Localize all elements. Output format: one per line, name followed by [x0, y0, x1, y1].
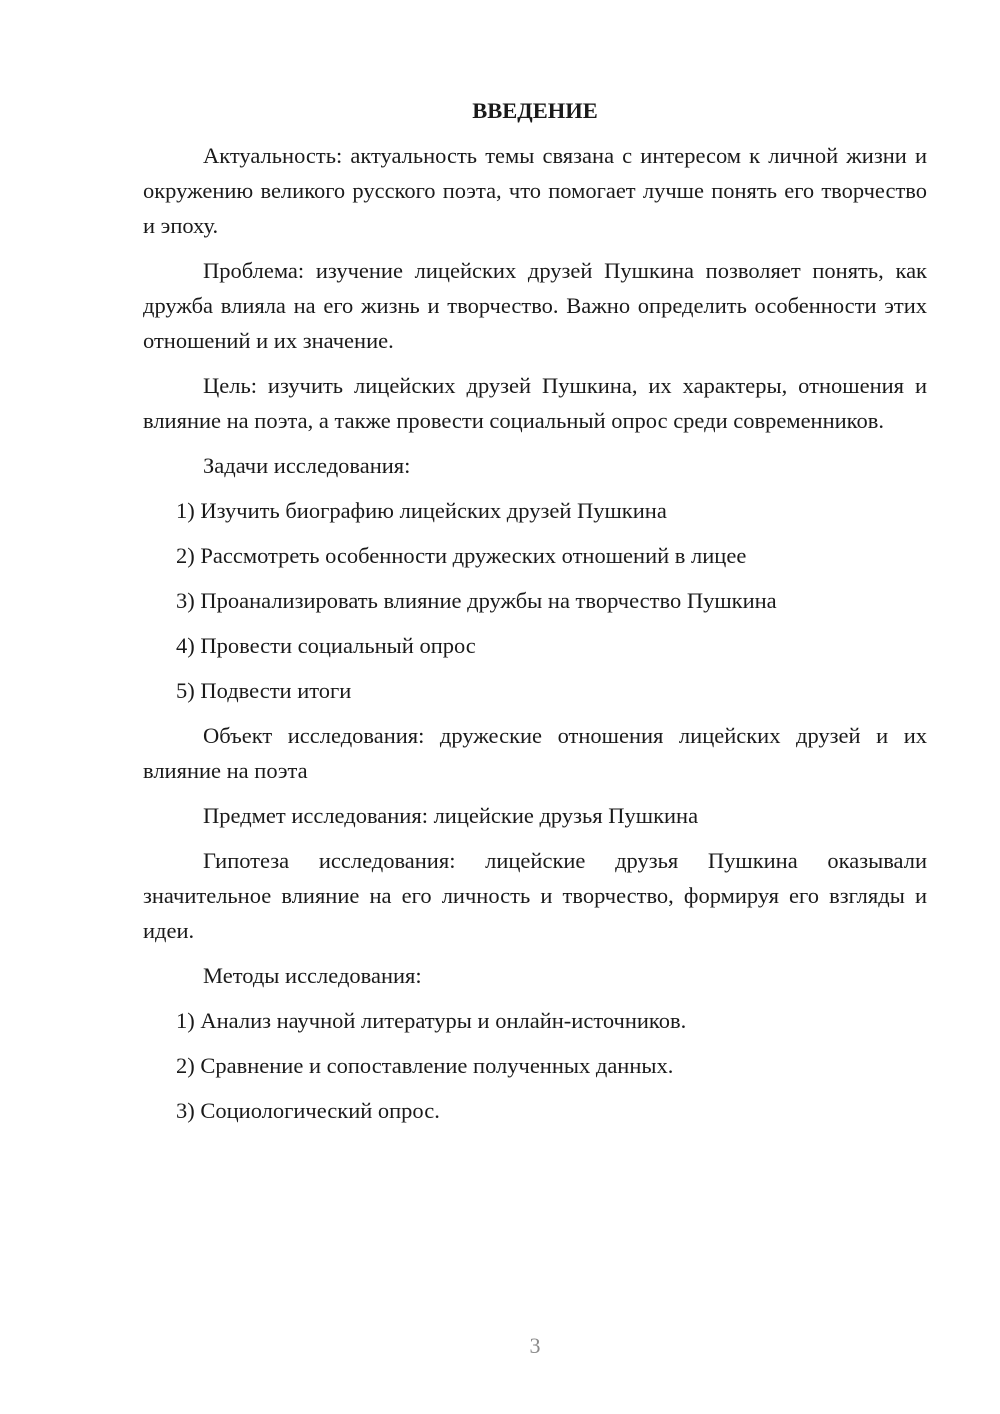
page-title: ВВЕДЕНИЕ	[472, 98, 598, 123]
problem-paragraph: Проблема: изучение лицейских друзей Пушкина позволяет понять, как дружба влияла на его жизнь и творчество. Важно определить особенности этих отношений и их значение.	[143, 258, 927, 353]
methods-list	[143, 1003, 927, 1128]
list-item: 4) Провести социальный опрос	[176, 633, 476, 658]
list-item: 5) Подвести итоги	[176, 678, 352, 703]
document-page	[143, 96, 927, 1138]
object-paragraph: Объект исследования: дружеские отношения лицейских друзей и их влияние на поэта	[143, 723, 927, 783]
tasks-list	[143, 493, 927, 708]
tasks-label: Задачи исследования:	[203, 453, 411, 478]
hypothesis-paragraph: Гипотеза исследования: лицейские друзья Пушкина оказывали значительное влияние на его личность и творчество, формируя его взгляды и идеи.	[143, 848, 927, 943]
page-number: 3	[529, 1333, 541, 1358]
list-item: 1) Изучить биографию лицейских друзей Пушкина	[176, 498, 667, 523]
relevance-paragraph: Актуальность: актуальность темы связана с интересом к личной жизни и окружению великого русского поэта, что помогает лучше понять его творчество и эпоху.	[143, 143, 927, 238]
list-item: 2) Сравнение и сопоставление полученных данных.	[176, 1053, 674, 1078]
subject-paragraph: Предмет исследования: лицейские друзья Пушкина	[203, 803, 699, 828]
list-item: 1) Анализ научной литературы и онлайн-источников.	[176, 1008, 687, 1033]
list-item: 3) Социологический опрос.	[176, 1098, 440, 1123]
methods-label: Методы исследования:	[203, 963, 422, 988]
goal-paragraph: Цель: изучить лицейских друзей Пушкина, их характеры, отношения и влияние на поэта, а также провести социальный опрос среди современников.	[143, 373, 927, 433]
list-item: 2) Рассмотреть особенности дружеских отношений в лицее	[176, 543, 747, 568]
list-item: 3) Проанализировать влияние дружбы на творчество Пушкина	[176, 588, 777, 613]
